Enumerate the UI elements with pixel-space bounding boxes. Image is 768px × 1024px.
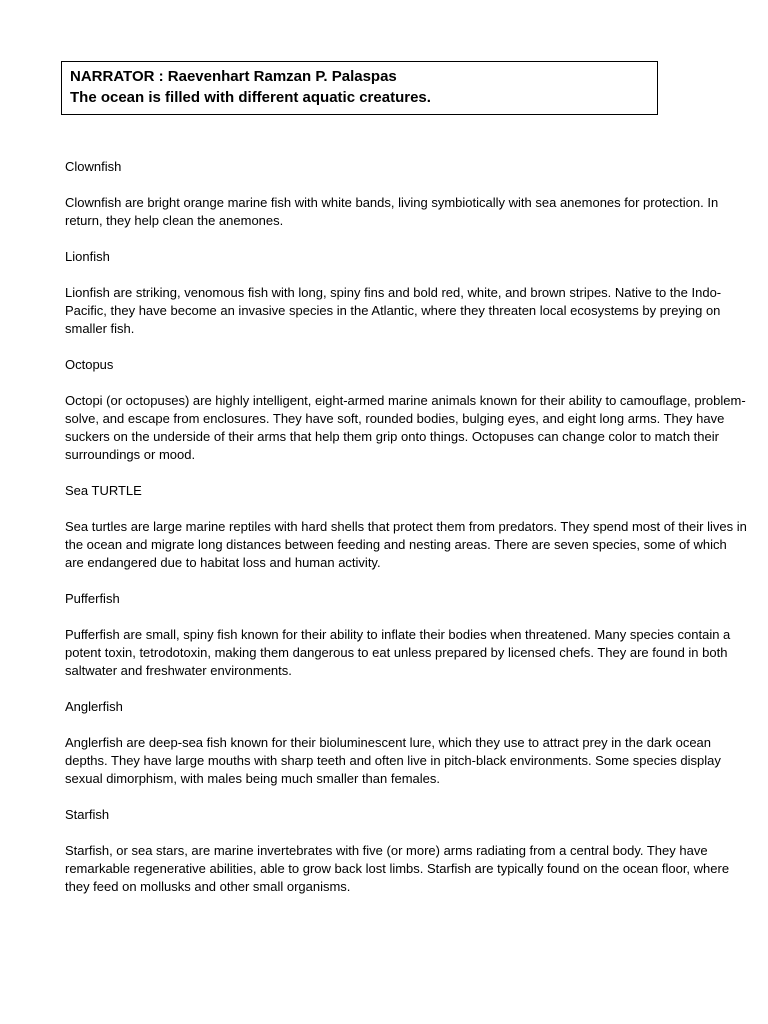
section-paragraph: Clownfish are bright orange marine fish with white bands, living symbiotically with sea anemones for protection. In return, they help clean the anemones.: [65, 195, 719, 228]
section-title: Pufferfish: [65, 591, 120, 606]
section-paragraph: Sea turtles are large marine reptiles with hard shells that protect them from predators. They spend most of their lives in the ocean and migrate long distances between feeding and nesting areas. There are seven species, some of which are endangered due to habitat loss and human activity.: [65, 519, 747, 570]
document-body: [65, 158, 748, 914]
section-paragraph: Starfish, or sea stars, are marine invertebrates with five (or more) arms radiating from a central body. They have remarkable regenerative abilities, able to grow back lost limbs. Starfish are typically found on the ocean floor, where they feed on mollusks and other small organisms.: [65, 843, 730, 894]
section-title: Anglerfish: [65, 699, 123, 714]
section-paragraph: Lionfish are striking, venomous fish with long, spiny fins and bold red, white, and brown stripes. Native to the Indo-Pacific, they have become an invasive species in the Atlantic, where they threaten local ecosystems by preying on smaller fish.: [65, 285, 722, 336]
section-sea-turtle: [65, 482, 748, 572]
section-title: Lionfish: [65, 249, 110, 264]
section-paragraph: Pufferfish are small, spiny fish known for their ability to inflate their bodies when threatened. Many species contain a potent toxin, tetrodotoxin, making them dangerous to eat unless prepared by licensed chefs. They are found in both saltwater and freshwater environments.: [65, 627, 731, 678]
section-anglerfish: [65, 698, 748, 788]
section-clownfish: [65, 158, 748, 230]
section-title: Sea TURTLE: [65, 483, 142, 498]
section-title: Starfish: [65, 807, 110, 822]
section-title: Clownfish: [65, 159, 122, 174]
narrator-intro-line: The ocean is filled with different aquatic creatures.: [70, 89, 431, 106]
narrator-heading: NARRATOR : Raevenhart Ramzan P. Palaspas: [70, 68, 397, 85]
section-pufferfish: [65, 590, 748, 680]
section-octopus: [65, 356, 748, 464]
section-paragraph: Octopi (or octopuses) are highly intelligent, eight-armed marine animals known for their ability to camouflage, problem-solve, and escape from enclosures. They have soft, rounded bodies, bulging eyes, and eight long arms. They have suckers on the underside of their arms that help them grip onto things. Octopuses can change color to match their surroundings or mood.: [65, 393, 746, 462]
section-starfish: [65, 806, 748, 896]
section-title: Octopus: [65, 357, 114, 372]
narrator-box: [61, 61, 658, 115]
section-lionfish: [65, 248, 748, 338]
section-paragraph: Anglerfish are deep-sea fish known for their bioluminescent lure, which they use to attract prey in the dark ocean depths. They have large mouths with sharp teeth and often live in pitch-black environments. Some species display sexual dimorphism, with males being much smaller than females.: [65, 735, 721, 786]
